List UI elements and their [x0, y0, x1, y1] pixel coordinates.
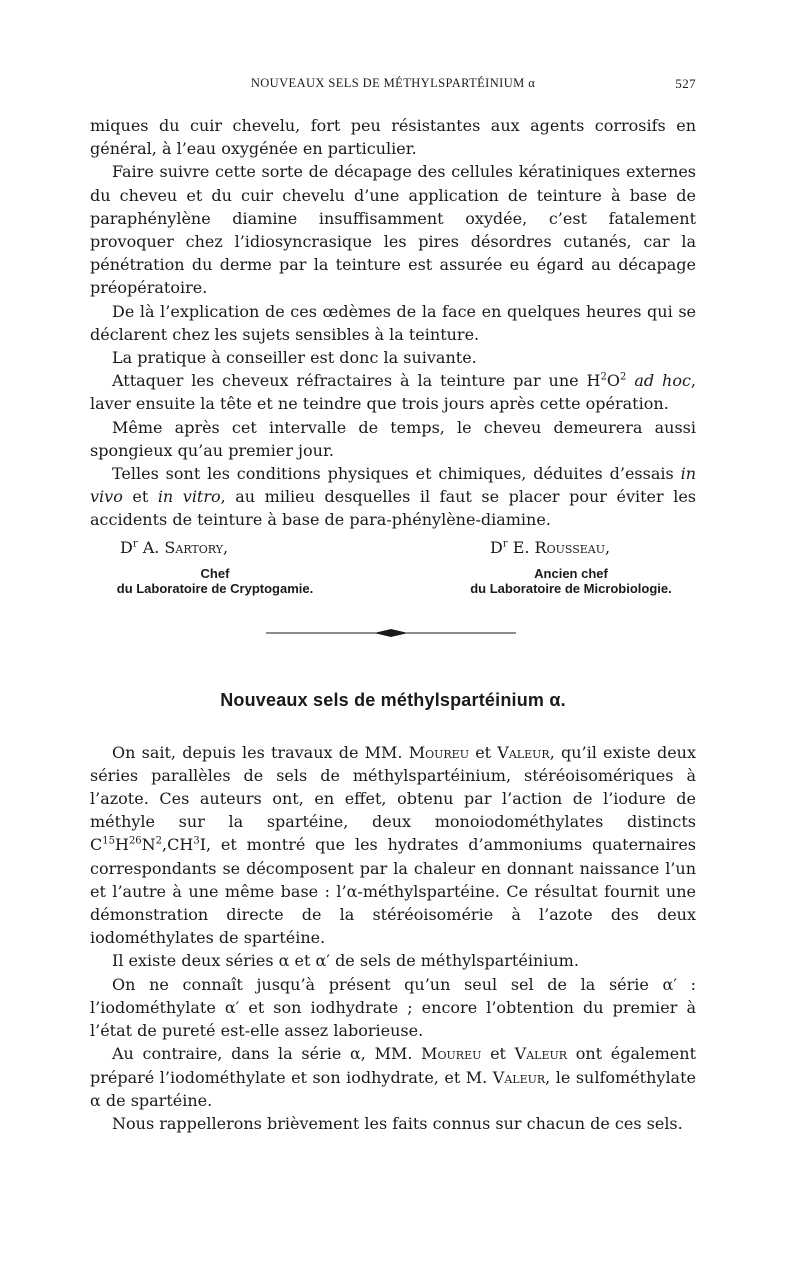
signature-left [90, 536, 340, 596]
signature-left-role: Chef [200, 565, 230, 581]
article-body [90, 741, 696, 1135]
article-conclusion [90, 114, 696, 532]
page [90, 76, 696, 1135]
paragraph-7: Telles sont les conditions physiques et chimiques, déduites d’essais in vivo et in vitro, au milieu desquelles il faut se placer pour éviter les accidents de teinture à base de para-phénylène-diamine. [90, 464, 696, 530]
paragraph-10: On ne connaît jusqu’à présent qu’un seul sel de la série α′ : l’iodométhylate α′ et son iodhydrate ; encore l’obtention du premier à l’état de pureté est-elle assez laborieuse. [90, 974, 696, 1041]
page-number: 527 [675, 76, 696, 91]
signature-right [446, 536, 696, 596]
paragraph-6: Même après cet intervalle de temps, le cheveu demeurera aussi spongieux qu’au premier jour. [90, 417, 696, 460]
paragraph-5: Attaquer les cheveux réfractaires à la teinture par une $H^2O^2$ ad hoc, laver ensuite la tête et ne teindre que trois jours après cette opération. [90, 371, 697, 414]
signature-right-role: Ancien chef [534, 565, 608, 581]
paragraph-2: Faire suivre cette sorte de décapage des cellules kératiniques externes du cheveu et du cuir chevelu d’une application de teinture à base de paraphénylène diamine insuffisamment oxydée, c’est fatalement provoquer chez l’idiosyncrasique les pires désordres cutanés, car la pénétration du derme par la teinture est assurée eu égard au décapage préopératoire. [90, 162, 696, 298]
signature-left-name: $D^r$ A. Sartory, [120, 537, 229, 557]
section-divider-ornament [90, 624, 696, 644]
divider-diamond-icon [266, 626, 516, 640]
signatures [90, 536, 696, 604]
paragraph-1: miques du cuir chevelu, fort peu résistantes aux agents corrosifs en général, à l’eau oxygénée en particulier. [90, 116, 696, 159]
running-head-title: NOUVEAUX SELS DE MÉTHYLSPARTÉINIUM α [250, 76, 536, 90]
paragraph-9: Il existe deux séries α et α′ de sels de méthylspartéinium. [112, 951, 579, 971]
signature-right-name: $D^r$ E. Rousseau, [490, 537, 611, 557]
signature-left-lab: du Laboratoire de Cryptogamie. [116, 580, 314, 596]
paragraph-8: On sait, depuis les travaux de MM. Moureu et Valeur, qu’il existe deux séries parallèles de sels de méthylspartéinium, stéréoisomériques à l’azote. Ces auteurs ont, en effet, obtenu par l’action de l’iodure de méthyle sur la spartéine, deux monoiodométhylates distincts $C^{15}H^{26}N^2,CH^3I$, et montré que les hydrates d’ammoniums quaternaires correspondants se décomposent par la chaleur en donnant naissance l’un et l’autre à une même base : l’α-méthylspartéine. Ce résultat fournit une démonstration directe de la stéréoisomérie à l’azote des deux iodométhylates de spartéine. [90, 742, 697, 948]
signature-right-lab: du Laboratoire de Microbiologie. [470, 580, 672, 596]
section-heading: Nouveaux sels de méthylspartéinium α. [220, 689, 566, 710]
paragraph-12: Nous rappellerons brièvement les faits connus sur chacun de ces sels. [112, 1113, 683, 1133]
paragraph-4: La pratique à conseiller est donc la suivante. [112, 348, 477, 368]
running-head [90, 76, 696, 98]
paragraph-3: De là l’explication de ces œdèmes de la face en quelques heures qui se déclarent chez les sujets sensibles à la teinture. [90, 301, 696, 344]
paragraph-11: Au contraire, dans la série α, MM. Moureu et Valeur ont également préparé l’iodométhylate et son iodhydrate, et M. Valeur, le sulfométhylate α de spartéine. [90, 1044, 697, 1110]
